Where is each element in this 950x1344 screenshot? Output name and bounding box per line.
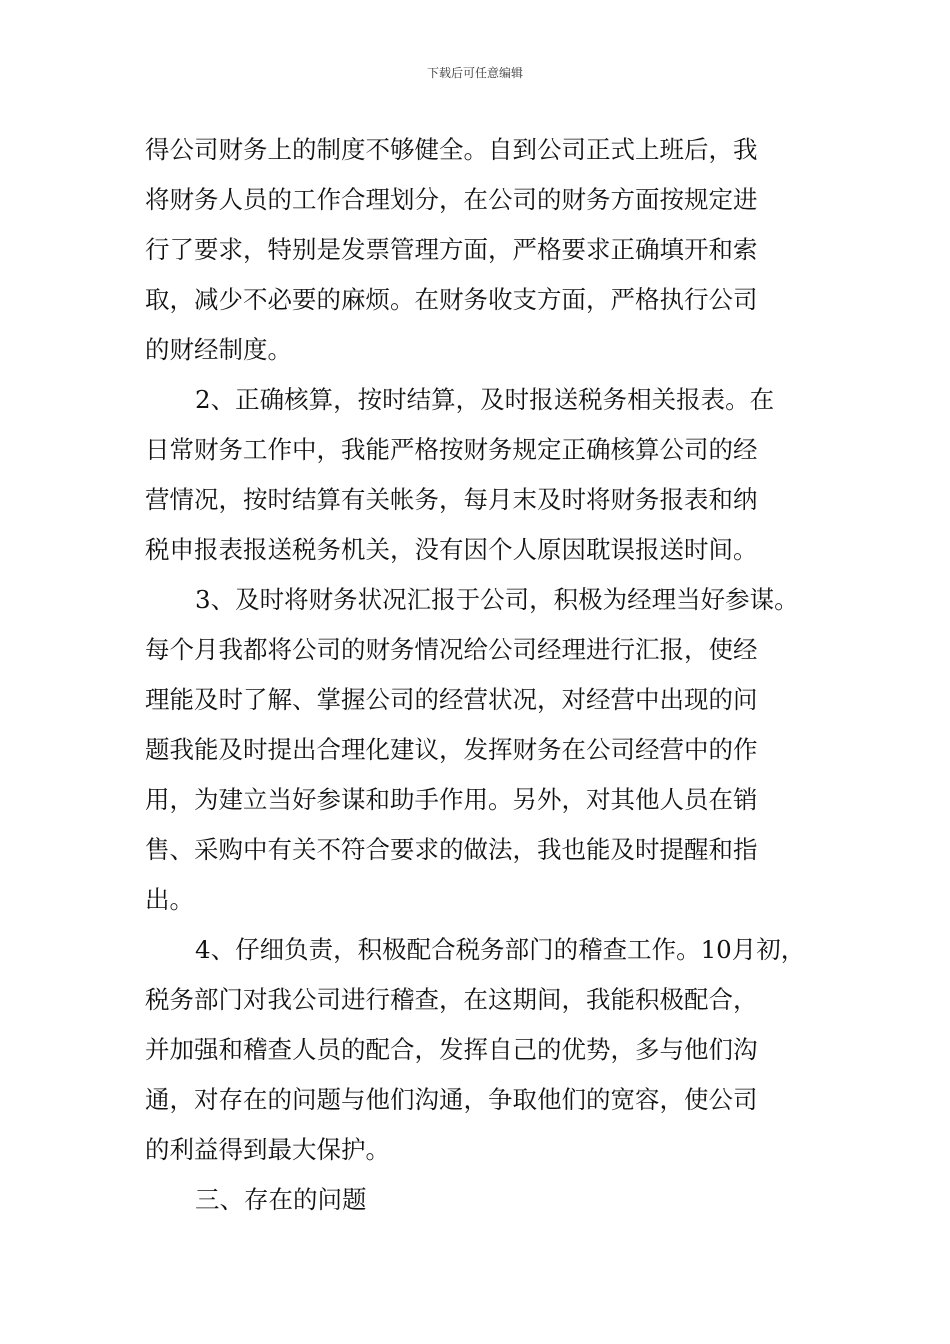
text-line-11: 每个月我都将公司的财务情况给公司经理进行汇报，使经 bbox=[145, 635, 758, 664]
document-body bbox=[145, 125, 835, 1225]
paragraph-3-start: 3、及时将财务状况汇报于公司，积极为经理当好参谋。 bbox=[195, 585, 799, 614]
text-line-14: 用，为建立当好参谋和助手作用。另外，对其他人员在销 bbox=[145, 785, 758, 814]
text-line-15: 售、采购中有关不符合要求的做法，我也能及时提醒和指 bbox=[145, 835, 758, 864]
text-line-13: 题我能及时提出合理化建议，发挥财务在公司经营中的作 bbox=[145, 735, 758, 764]
text-line-8: 营情况，按时结算有关帐务，每月末及时将财务报表和纳 bbox=[145, 485, 758, 514]
text-line-19: 并加强和稽查人员的配合，发挥自己的优势，多与他们沟 bbox=[145, 1035, 758, 1064]
text-line-20: 通，对存在的问题与他们沟通，争取他们的宽容，使公司 bbox=[145, 1085, 758, 1114]
section-heading: 三、存在的问题 bbox=[195, 1185, 367, 1214]
text-line-1: 得公司财务上的制度不够健全。自到公司正式上班后，我 bbox=[145, 135, 758, 164]
text-line-2: 将财务人员的工作合理划分，在公司的财务方面按规定进 bbox=[145, 185, 758, 214]
text-line-3: 行了要求，特别是发票管理方面，严格要求正确填开和索 bbox=[145, 235, 758, 264]
text-line-21: 的利益得到最大保护。 bbox=[145, 1135, 390, 1164]
text-line-7: 日常财务工作中，我能严格按财务规定正确核算公司的经 bbox=[145, 435, 758, 464]
text-line-5: 的财经制度。 bbox=[145, 335, 292, 364]
text-line-9: 税申报表报送税务机关，没有因个人原因耽误报送时间。 bbox=[145, 535, 758, 564]
page-header: 下载后可任意编辑 bbox=[426, 66, 523, 80]
text-line-18: 税务部门对我公司进行稽查，在这期间，我能积极配合， bbox=[145, 985, 758, 1014]
paragraph-4-start: 4、仔细负责，积极配合税务部门的稽查工作。10月初， bbox=[195, 935, 806, 964]
text-line-16: 出。 bbox=[145, 885, 194, 914]
text-line-4: 取，减少不必要的麻烦。在财务收支方面，严格执行公司 bbox=[145, 285, 758, 314]
paragraph-2-start: 2、正确核算，按时结算，及时报送税务相关报表。在 bbox=[195, 385, 775, 414]
text-line-12: 理能及时了解、掌握公司的经营状况，对经营中出现的问 bbox=[145, 685, 758, 714]
